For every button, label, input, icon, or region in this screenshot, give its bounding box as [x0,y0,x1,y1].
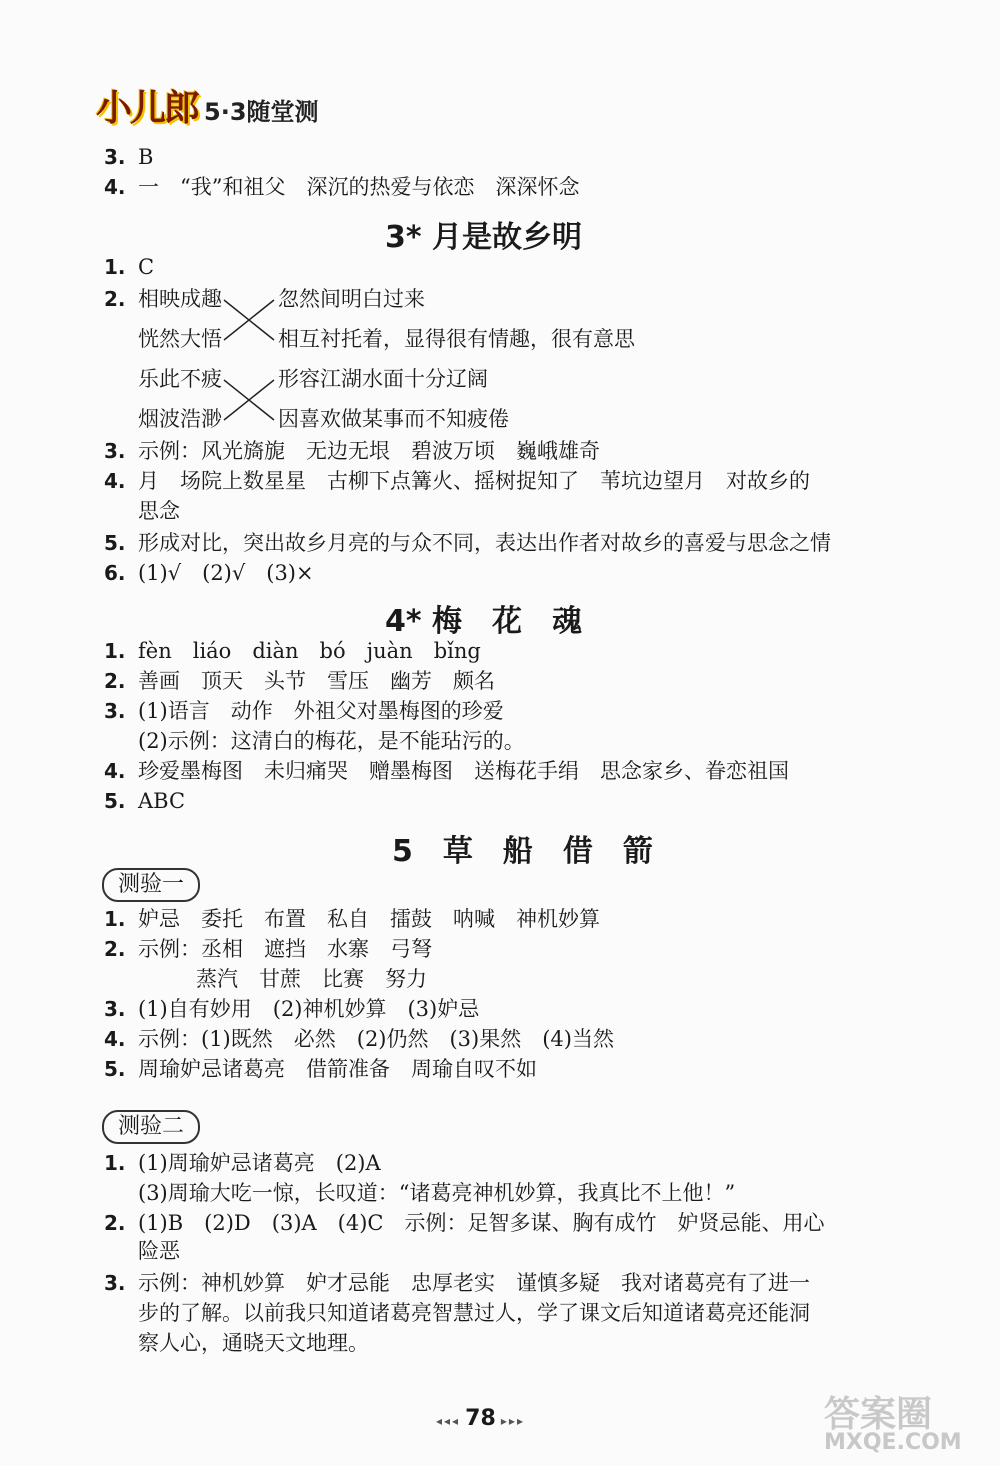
match-right-3: 形容江湖水面十分辽阔 [278,367,488,391]
answer-text: fèn liáo diàn bó juàn bǐng [138,639,481,663]
lesson-5-title: 5 草 船 借 箭 [392,834,653,869]
answer-text: 示例：神机妙算 妒才忌能 忠厚老实 谨慎多疑 我对诸葛亮有了进一 [138,1271,810,1295]
question-number: 6. [104,561,126,585]
question-number: 3. [104,1271,126,1295]
answer-3 [104,142,153,172]
question-number: 5. [104,1057,126,1081]
l4-q3 [104,696,504,726]
q1-3 [104,994,479,1024]
brand-logo: 小儿郎 [96,88,199,129]
q2-1-cont: (3)周瑜大吃一惊，长叹道：“诸葛亮神机妙算，我真比不上他！” [138,1181,736,1205]
q2-3 [104,1268,810,1298]
page-number: 78 [465,1406,496,1431]
arrows-right-icon: ▸▸▸ [500,1414,525,1428]
question-number: 1. [104,255,126,279]
question-number: 3. [104,145,126,169]
q2-2-cont: 险恶 [138,1239,180,1263]
question-number: 1. [104,639,126,663]
match-left-3: 乐此不疲 [138,367,222,391]
q2-2 [104,1208,825,1238]
answer-text: B [138,145,154,169]
l4-q1 [104,636,481,666]
answer-text: 示例：风光旖旎 无边无垠 碧波万顷 巍峨雄奇 [138,439,600,463]
lesson-3-title: 3* 月是故乡明 [385,220,583,255]
l3-q5 [104,528,831,558]
question-number: 4. [104,759,126,783]
question-number: 4. [104,175,126,199]
q1-4 [104,1024,614,1054]
answer-text: C [138,255,155,279]
q1-2 [104,934,432,964]
l3-q1 [104,252,154,282]
l3-q6 [104,558,314,588]
question-number: 3. [104,699,126,723]
matching-lines [222,288,278,438]
question-number: 2. [104,937,126,961]
l3-q2-number [104,284,138,314]
match-right-4: 因喜欢做某事而不知疲倦 [278,407,509,431]
page-footer [436,1406,525,1431]
q2-1 [104,1148,381,1178]
l4-q3-cont: (2)示例：这清白的梅花，是不能玷污的。 [138,729,525,753]
question-number: 5. [104,789,126,813]
q1-2-cont: 蒸汽 甘蔗 比赛 努力 [196,967,427,991]
watermark-logo: 答案圈 [824,1394,933,1435]
q1-1 [104,904,600,934]
answer-4 [104,172,579,202]
l3-q4-cont: 思念 [138,499,180,523]
match-left-1: 相映成趣 [138,287,222,311]
answer-text: 珍爱墨梅图 未归痛哭 赠墨梅图 送梅花手绢 思念家乡、眷恋祖国 [138,759,789,783]
l4-q2 [104,666,495,696]
question-number: 2. [104,287,126,311]
question-number: 2. [104,669,126,693]
match-left-2: 恍然大悟 [138,327,222,351]
answer-text: 示例：丞相 遮挡 水寨 弓弩 [138,937,432,961]
answer-text: ABC [138,789,186,813]
question-number: 2. [104,1211,126,1235]
question-number: 4. [104,1027,126,1051]
answer-text: 一 “我”和祖父 深沉的热爱与依恋 深深怀念 [138,175,580,199]
match-right-1: 忽然间明白过来 [278,287,425,311]
arrows-left-icon: ◂◂◂ [436,1414,461,1428]
question-number: 1. [104,1151,126,1175]
answer-text: (1)自有妙用 (2)神机妙算 (3)妒忌 [138,997,480,1021]
answer-text: (1)周瑜妒忌诸葛亮 (2)A [138,1151,381,1175]
q2-3-cont2: 察人心，通晓天文地理。 [138,1331,369,1355]
brand-header [96,80,319,131]
quiz-1-label: 测验一 [102,868,200,902]
answer-text: (1)B (2)D (3)A (4)C 示例：足智多谋、胸有成竹 妒贤忌能、用心 [138,1211,825,1235]
l4-q5 [104,786,185,816]
l4-q4 [104,756,789,786]
question-number: 5. [104,531,126,555]
watermark-url: MXQE.COM [824,1430,962,1455]
question-number: 3. [104,997,126,1021]
answer-text: 妒忌 委托 布置 私自 擂鼓 呐喊 神机妙算 [138,907,600,931]
q1-5 [104,1054,537,1084]
lesson-4-title: 4* 梅 花 魂 [385,604,583,639]
question-number: 4. [104,469,126,493]
answer-text: 形成对比，突出故乡月亮的与众不同，表达出作者对故乡的喜爱与思念之情 [138,531,831,555]
answer-text: (1)语言 动作 外祖父对墨梅图的珍爱 [138,699,504,723]
answer-text: 示例：(1)既然 必然 (2)仍然 (3)果然 (4)当然 [138,1027,614,1051]
l3-q3 [104,436,600,466]
q2-3-cont: 步的了解。以前我只知道诸葛亮智慧过人，学了课文后知道诸葛亮还能洞 [138,1301,810,1325]
match-left-4: 烟波浩渺 [138,407,222,431]
brand-subtitle: 5·3随堂测 [204,98,319,126]
answer-text: 善画 顶天 头节 雪压 幽芳 颇名 [138,669,495,693]
question-number: 1. [104,907,126,931]
quiz-2-label: 测验二 [102,1110,200,1144]
match-right-2: 相互衬托着，显得很有情趣，很有意思 [278,327,635,351]
l3-q4 [104,466,810,496]
answer-text: 周瑜妒忌诸葛亮 借箭准备 周瑜自叹不如 [138,1057,537,1081]
answer-text: 月 场院上数星星 古柳下点篝火、摇树捉知了 苇坑边望月 对故乡的 [138,469,810,493]
answer-text: (1)√ (2)√ (3)× [138,561,314,585]
question-number: 3. [104,439,126,463]
